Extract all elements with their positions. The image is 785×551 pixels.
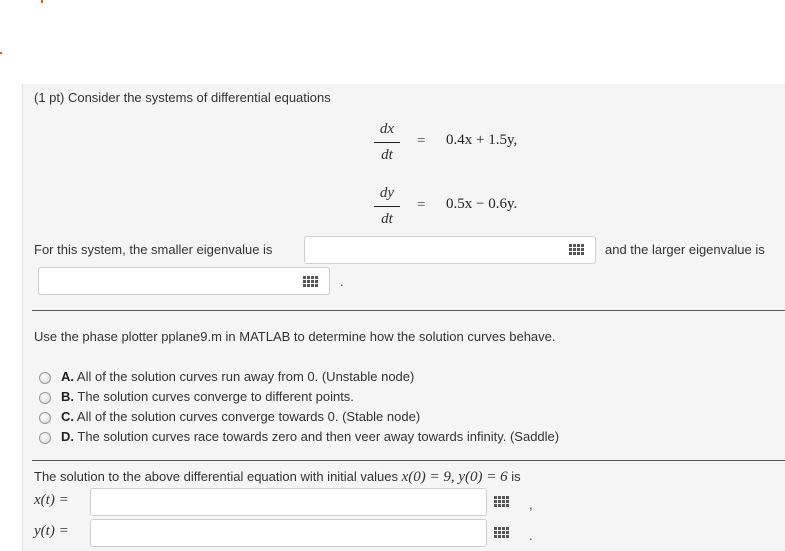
option-c-radio[interactable]: [39, 412, 51, 424]
option-c[interactable]: [61, 409, 420, 424]
header-dot: [0, 52, 2, 54]
option-d[interactable]: [61, 429, 559, 444]
equation-editor-icon[interactable]: [493, 526, 511, 540]
x-solution-suffix: ,: [529, 497, 533, 512]
y-solution-input[interactable]: [90, 519, 487, 547]
equation-1-rhs: 0.4x + 1.5y,: [446, 132, 518, 148]
equation-editor-icon[interactable]: [493, 495, 511, 509]
eigen-mid: and the larger eigenvalue is: [605, 242, 765, 257]
larger-eigenvalue-input[interactable]: [38, 267, 330, 295]
option-a-letter: A.: [61, 369, 74, 384]
fraction-bar: [374, 206, 400, 207]
option-c-text: All of the solution curves converge towards 0. (Stable node): [76, 409, 421, 424]
y-solution-label: y(t) =: [34, 523, 69, 539]
equation-editor-icon[interactable]: [568, 243, 586, 257]
equation-2-equals: =: [417, 197, 426, 213]
option-d-letter: D.: [61, 429, 74, 444]
y-solution-suffix: .: [529, 528, 533, 543]
x-solution-label: x(t) =: [34, 492, 69, 508]
equation-1-denominator: dt: [381, 147, 393, 163]
equation-1-equals: =: [417, 133, 426, 149]
equation-1-numerator: dx: [379, 121, 395, 137]
solution-prompt: [34, 469, 521, 486]
equation-1-lhs: [372, 121, 402, 164]
equation-2-rhs: 0.5x − 0.6y.: [446, 196, 518, 212]
problem-intro: (1 pt) Consider the systems of differential equations: [34, 90, 331, 105]
equation-2-denominator: dt: [381, 211, 393, 227]
x-solution-input[interactable]: [90, 488, 487, 516]
option-a[interactable]: [61, 369, 414, 384]
option-b-radio[interactable]: [39, 392, 51, 404]
option-b[interactable]: [61, 389, 354, 404]
equation-editor-icon[interactable]: [302, 275, 320, 289]
option-b-text: The solution curves converge to different points.: [77, 389, 354, 404]
solution-suffix: is: [511, 469, 521, 484]
option-c-letter: C.: [61, 409, 74, 424]
eigen-suffix: .: [340, 274, 344, 289]
eigen-prefix: For this system, the smaller eigenvalue is: [34, 242, 273, 257]
option-a-text: All of the solution curves run away from 0. (Unstable node): [76, 369, 415, 384]
section-divider: [32, 460, 785, 461]
option-b-letter: B.: [61, 389, 74, 404]
section-divider: [32, 310, 785, 311]
fraction-bar: [374, 142, 400, 143]
page-header-area: [0, 0, 785, 84]
header-mark: [41, 0, 43, 3]
equation-2-lhs: [372, 185, 402, 228]
option-d-text: The solution curves race towards zero and then veer away towards infinity. (Saddle): [77, 429, 560, 444]
smaller-eigenvalue-input[interactable]: [304, 236, 596, 264]
option-d-radio[interactable]: [39, 432, 51, 444]
initial-values: x(0) = 9, y(0) = 6: [401, 469, 508, 485]
phase-prompt: Use the phase plotter pplane9.m in MATLAB to determine how the solution curves behave.: [34, 329, 556, 344]
option-a-radio[interactable]: [39, 372, 51, 384]
solution-prefix: The solution to the above differential equation with initial values: [34, 469, 398, 484]
equation-2-numerator: dy: [379, 185, 395, 201]
